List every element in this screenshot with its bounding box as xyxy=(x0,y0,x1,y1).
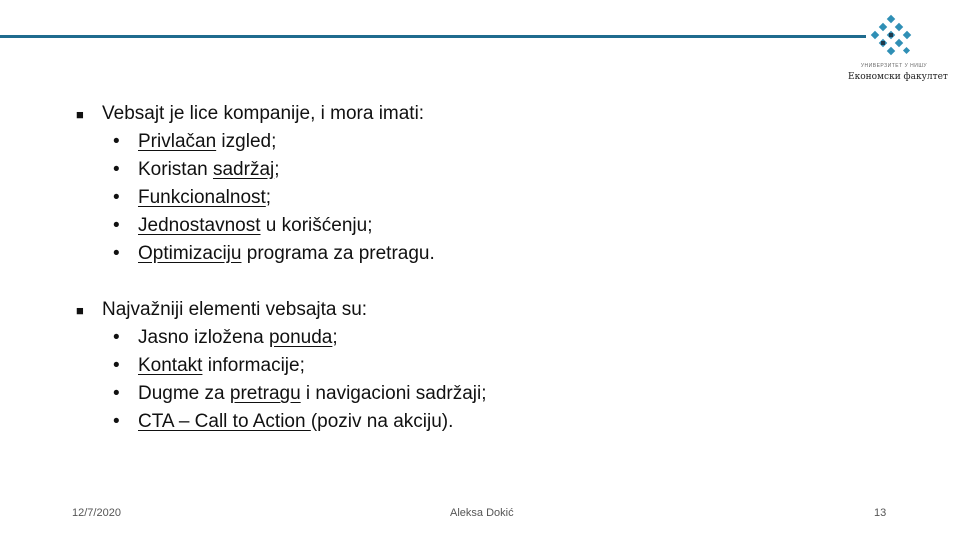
item-text: ; xyxy=(274,159,280,180)
slide-number: 13 xyxy=(874,507,887,519)
underlined-term: Jednostavnost xyxy=(138,215,261,236)
bullet-icon: • xyxy=(113,383,120,404)
bullet-icon: • xyxy=(113,159,120,180)
bullet-icon: • xyxy=(113,411,120,432)
list-item xyxy=(76,408,876,436)
list-item xyxy=(76,184,876,212)
list-item xyxy=(76,240,876,268)
item-text: i navigacioni sadržaji; xyxy=(300,383,487,404)
underlined-term: Kontakt xyxy=(138,355,203,376)
logo-university-text: УНИВЕРЗИТЕТ У НИШУ xyxy=(860,63,928,69)
underlined-term: Optimizaciju xyxy=(138,243,242,264)
list-item xyxy=(76,352,876,380)
item-text: informacije; xyxy=(202,355,305,376)
list-item xyxy=(76,324,876,352)
item-text: izgled; xyxy=(216,131,277,152)
footer-date: 12/7/2020 xyxy=(72,507,121,519)
bullet-list xyxy=(76,128,876,268)
item-text: Dugme za xyxy=(138,383,230,404)
item-text: ; xyxy=(332,327,338,348)
section-heading xyxy=(76,100,876,128)
footer-author: Aleksa Dokić xyxy=(450,507,514,519)
underlined-term: sadržaj xyxy=(212,159,275,180)
slide-body xyxy=(76,100,876,436)
section-heading xyxy=(76,296,876,324)
square-bullet-icon: ■ xyxy=(76,107,84,122)
underlined-term: pretragu xyxy=(229,383,301,404)
item-text: programa za pretragu. xyxy=(241,243,435,264)
list-item xyxy=(76,156,876,184)
heading-text: Najvažniji elementi vebsajta su: xyxy=(102,299,368,320)
list-item xyxy=(76,212,876,240)
square-bullet-icon: ■ xyxy=(76,303,84,318)
item-text: Jasno izložena xyxy=(138,327,269,348)
logo-faculty-name: Економски факултет xyxy=(848,72,948,82)
underlined-term: Funkcionalnost xyxy=(138,187,266,208)
item-text: u korišćenju; xyxy=(260,215,373,236)
section-key-elements xyxy=(76,296,876,436)
bullet-icon: • xyxy=(113,327,120,348)
underlined-term: ponuda xyxy=(268,327,333,348)
item-text: ; xyxy=(265,187,272,208)
underlined-term: Privlačan xyxy=(138,131,217,152)
item-text: Koristan xyxy=(138,159,213,180)
bullet-icon: • xyxy=(113,215,120,236)
bullet-icon: • xyxy=(113,243,120,264)
header-rule xyxy=(0,35,866,38)
section-website-requirements xyxy=(76,100,876,268)
list-item xyxy=(76,128,876,156)
underlined-term: CTA – Call to Action xyxy=(138,411,311,432)
heading-text: Vebsajt je lice kompanije, i mora imati: xyxy=(102,103,425,124)
list-item xyxy=(76,380,876,408)
bullet-icon: • xyxy=(113,187,120,208)
bullet-list xyxy=(76,324,876,436)
bullet-icon: • xyxy=(113,355,120,376)
item-text: (poziv na akciju). xyxy=(310,411,454,432)
bullet-icon: • xyxy=(113,131,120,152)
